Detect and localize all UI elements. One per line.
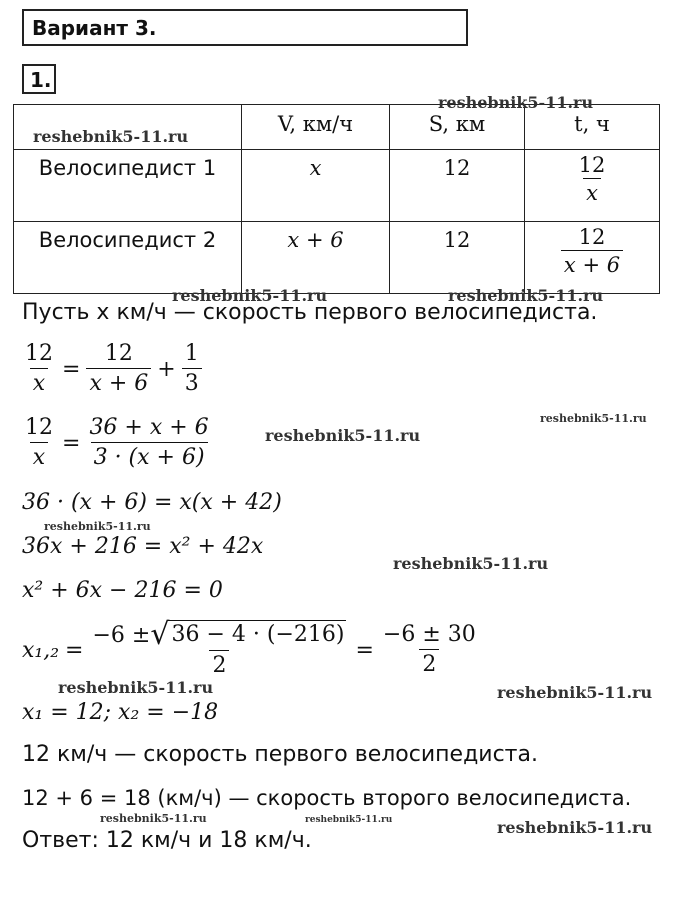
equation-1: $\frac{12}{x}$ = $\frac{12}{x + 6}$ + $\frac{1}{3}$ <box>22 340 202 399</box>
watermark-text: reshebnik5-11.ru <box>33 127 189 146</box>
equation-roots: x₁ = 12; x₂ = −18 <box>22 700 219 725</box>
table-header-cell: V, км/ч <box>242 105 390 150</box>
table-cell-speed: x <box>242 150 390 222</box>
watermark-text: reshebnik5-11.ru <box>497 818 653 837</box>
table-cell-speed: x + 6 <box>242 222 390 294</box>
table-cell-name: Велосипедист 1 <box>14 150 242 222</box>
table-cell-time <box>525 150 660 222</box>
task-number: 1. <box>30 68 52 92</box>
watermark-text: reshebnik5-11.ru <box>172 286 328 305</box>
solution-speed-1: 12 км/ч — скорость первого велосипедиста. <box>22 742 538 767</box>
time-fraction: $\frac{12}{x + 6}$ <box>561 224 623 279</box>
watermark-text: reshebnik5-11.ru <box>393 554 549 573</box>
solution-intro: Пусть x км/ч — скорость первого велосипедиста. <box>22 300 598 325</box>
solution-speed-2: 12 + 6 = 18 (км/ч) — скорость второго велосипедиста. <box>22 786 632 810</box>
variant-title: Вариант 3. <box>32 16 157 40</box>
table-cell-distance: 12 <box>390 222 525 294</box>
watermark-text: reshebnik5-11.ru <box>100 812 207 825</box>
watermark-text: reshebnik5-11.ru <box>58 678 214 697</box>
equation-6: x₁,₂ = −6 ± √ 36 − 4 · (−216) 2 = $\frac{-6 \pm 30}{2}$ <box>22 620 479 681</box>
answer: Ответ: 12 км/ч и 18 км/ч. <box>22 828 312 853</box>
task-number-box <box>22 64 56 94</box>
table-cell-time <box>525 222 660 294</box>
equation-5: x² + 6x − 216 = 0 <box>22 578 223 603</box>
watermark-text: reshebnik5-11.ru <box>305 815 393 825</box>
equation-2: $\frac{12}{x}$ = $\frac{36 + x + 6}{3 \cdot (x + 6)}$ <box>22 414 212 473</box>
equation-3: 36 · (x + 6) = x(x + 42) <box>22 490 282 515</box>
table-cell-name: Велосипедист 2 <box>14 222 242 294</box>
table-cell-distance: 12 <box>390 150 525 222</box>
watermark-text: reshebnik5-11.ru <box>497 683 653 702</box>
variant-header <box>22 9 468 46</box>
time-fraction: $\frac{12}{x}$ <box>578 153 606 205</box>
table-row <box>14 222 660 294</box>
watermark-text: reshebnik5-11.ru <box>44 520 151 533</box>
table-header-cell: t, ч <box>525 105 660 150</box>
equation-4: 36x + 216 = x² + 42x <box>22 534 264 559</box>
table-row <box>14 150 660 222</box>
table-header-cell: S, км <box>390 105 525 150</box>
watermark-text: reshebnik5-11.ru <box>540 412 647 425</box>
watermark-text: reshebnik5-11.ru <box>448 286 604 305</box>
watermark-text: reshebnik5-11.ru <box>438 93 594 112</box>
watermark-text: reshebnik5-11.ru <box>265 426 421 445</box>
